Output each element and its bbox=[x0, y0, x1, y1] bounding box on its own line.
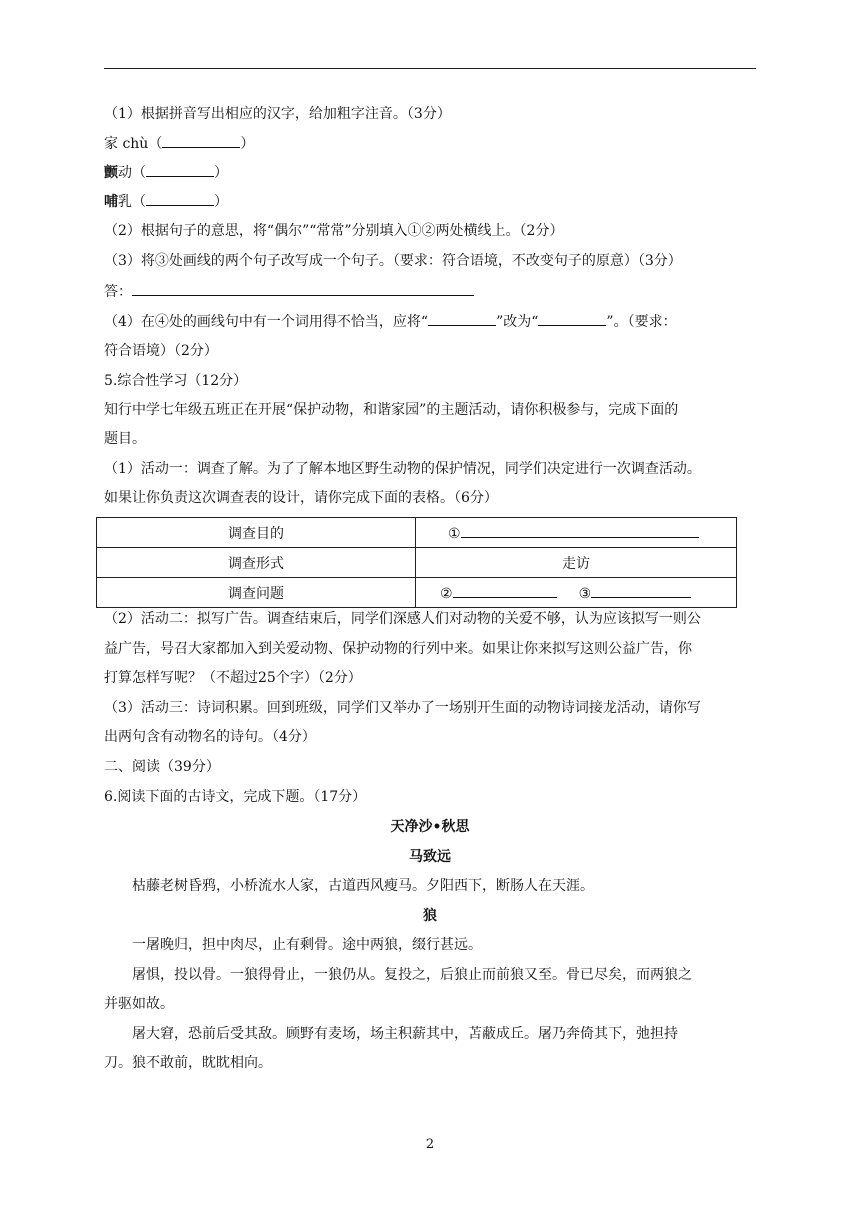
table-row bbox=[97, 518, 737, 548]
q4-item-c: 哺乳（ ） bbox=[104, 191, 228, 212]
table-cell-label: 调查问题 bbox=[97, 578, 416, 608]
table-cell-answer: ① bbox=[416, 518, 737, 548]
page-number: 2 bbox=[425, 1137, 435, 1152]
answer-blank[interactable] bbox=[538, 311, 606, 326]
table-cell-value: 走访 bbox=[416, 548, 737, 578]
q5-activity2-cont2: 打算怎样写呢？（不超过25个字）（2分） bbox=[104, 670, 362, 686]
prose-paragraph-cont: 刀。狼不敢前，眈眈相向。 bbox=[104, 1055, 272, 1071]
table-cell-label: 调查形式 bbox=[97, 548, 416, 578]
prose-paragraph: 屠大窘，恐前后受其敌。顾野有麦场，场主积薪其中，苫蔽成丘。屠乃奔倚其下，弛担持 bbox=[132, 1026, 678, 1042]
q4-item-b: 颤动（ ） bbox=[104, 162, 228, 183]
table-row bbox=[97, 578, 737, 608]
answer-blank[interactable] bbox=[428, 311, 496, 326]
answer-blank[interactable] bbox=[453, 583, 557, 598]
q4-item-a: 家 chù（ ） bbox=[104, 133, 254, 154]
answer-blank[interactable] bbox=[591, 583, 691, 598]
q4-sub4: （4）在④处的画线句中有一个词用得不恰当，应将“ ”改为“ ”。（要求： bbox=[104, 311, 677, 332]
answer-blank[interactable] bbox=[461, 523, 699, 538]
q5-activity1: （1）活动一：调查了解。为了了解本地区野生动物的保护情况，同学们决定进行一次调查活动。 bbox=[104, 461, 701, 477]
q5-activity2-cont: 益广告，号召大家都加入到关爱动物、保护动物的行列中来。如果让你来拟写这则公益广告，你 bbox=[104, 641, 692, 657]
survey-table bbox=[96, 517, 737, 608]
q5-activity3: （3）活动三：诗词积累。回到班级，同学们又举办了一场别开生面的动物诗词接龙活动，请你写 bbox=[104, 700, 701, 716]
answer-blank[interactable] bbox=[132, 281, 474, 296]
q4-answer-line: 答： bbox=[104, 281, 474, 302]
poem-text: 枯藤老树昏鸦，小桥流水人家，古道西风瘦马。夕阳西下，断肠人在天涯。 bbox=[132, 878, 594, 894]
header-rule bbox=[104, 68, 756, 69]
answer-blank[interactable] bbox=[146, 162, 214, 177]
poem-title: 天净沙•秋思 bbox=[390, 819, 470, 835]
q5-activity3-cont: 出两句含有动物名的诗句。（4分） bbox=[104, 729, 316, 745]
q4-sub1: （1）根据拼音写出相应的汉字，给加粗字注音。（3分） bbox=[104, 106, 451, 122]
prose-paragraph-cont: 并驱如故。 bbox=[104, 996, 174, 1012]
poem-author: 马致远 bbox=[409, 849, 451, 865]
q4-sub4-cont: 符合语境）（2分） bbox=[104, 343, 218, 359]
section-title: 二、阅读（39分） bbox=[104, 759, 220, 775]
prose-paragraph: 一屠晚归，担中肉尽，止有剩骨。途中两狼，缀行甚远。 bbox=[132, 937, 482, 953]
q4-sub2: （2）根据句子的意思，将“偶尔”“常常”分别填入①②两处横线上。（2分） bbox=[104, 223, 564, 239]
q5-intro: 知行中学七年级五班正在开展“保护动物，和谐家园”的主题活动，请你积极参与，完成下面的 bbox=[104, 402, 679, 418]
q4-sub3: （3）将③处画线的两个句子改写成一个句子。（要求：符合语境，不改变句子的原意）（3分） bbox=[104, 253, 682, 269]
q5-activity1-cont: 如果让你负责这次调查表的设计，请你完成下面的表格。（6分） bbox=[104, 490, 498, 506]
prose-title: 狼 bbox=[423, 908, 437, 924]
q5-activity2: （2）活动二：拟写广告。调查结束后，同学们深感人们对动物的关爱不够，认为应该拟写一则公 bbox=[104, 611, 701, 627]
q5-intro-cont: 题目。 bbox=[104, 431, 146, 447]
table-cell-label: 调查目的 bbox=[97, 518, 416, 548]
table-cell-answer: ② ③ bbox=[416, 578, 737, 608]
answer-blank[interactable] bbox=[162, 133, 240, 148]
q5-title: 5.综合性学习（12分） bbox=[104, 373, 248, 389]
q6-title: 6.阅读下面的古诗文，完成下题。（17分） bbox=[104, 789, 367, 805]
table-row bbox=[97, 548, 737, 578]
prose-paragraph: 屠惧，投以骨。一狼得骨止，一狼仍从。复投之，后狼止而前狼又至。骨已尽矣，而两狼之 bbox=[132, 967, 692, 983]
answer-blank[interactable] bbox=[146, 191, 214, 206]
